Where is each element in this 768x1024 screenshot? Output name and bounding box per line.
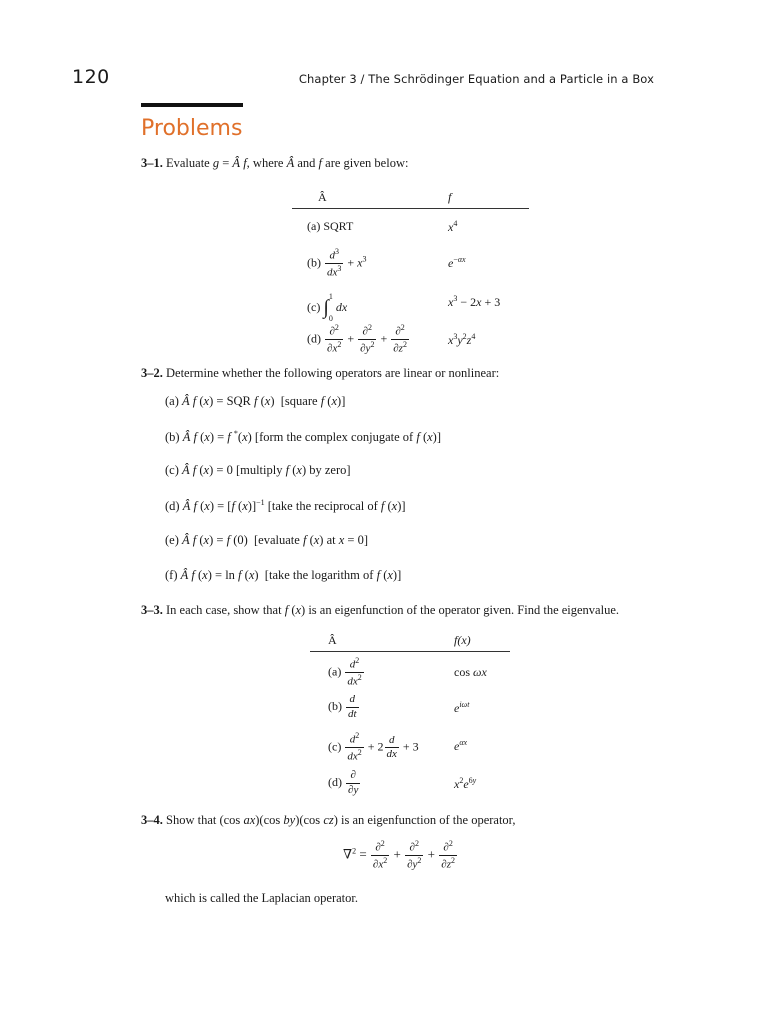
problem-number: 3–1. [141, 156, 163, 170]
problem-3-2-item-e: (e) Â f (x) = f (0) [evaluate f (x) at x = 0] [165, 533, 369, 547]
problem-3-2-item-d: (d) Â f (x) = [f (x)]$^{-1}$ [take the reciprocal of f (x)] [165, 498, 406, 514]
table1-row-d-op: (d) $\frac{\partial^2}{\partial x^2}$ + $\frac{\partial^2}{\partial y^2}$ + $\frac{\partial^2}{\partial z^2}$ [307, 323, 407, 355]
problem-3-2-statement [141, 366, 499, 381]
problem-number: 3–2. [141, 366, 163, 380]
table1-row-a-f: $x^4$ [448, 219, 458, 234]
laplacian-equation: ∇$^2$ = $\frac{\partial^2}{\partial x^2}$ + $\frac{\partial^2}{\partial y^2}$ + $\frac{\partial^2}{\partial z^2}$ [343, 839, 455, 871]
problem-3-4-statement: 3–4. Show that (cos ax)(cos by)(cos cz) is an eigenfunction of the operator, [141, 813, 516, 827]
table2-row-d-f: $x^2e^{6y}$ [454, 776, 477, 791]
table1-row-a-op: (a) SQRT [307, 219, 354, 233]
problem-number: 3–4. [141, 813, 163, 827]
table1-row-d-f: $x^3y^2z^4$ [448, 332, 476, 347]
page-number: 120 [72, 66, 110, 88]
table2-row-a-f: cos ωx [454, 665, 487, 679]
table1-row-c-op: (c) ∫1 0dx [307, 292, 348, 323]
problem-3-2-item-b: (b) Â f (x) = f *(x) [form the complex conjugate of f (x)] [165, 429, 441, 445]
section-title: Problems [141, 116, 243, 141]
table1-row-b-op: (b) $\frac{d^3}{dx^3}$ + $x^3$ [307, 247, 367, 279]
table1-rule [292, 208, 529, 209]
table2-row-b-op: (b) $\frac{d}{dt}$ [328, 693, 357, 720]
table2-rule [310, 651, 510, 652]
table1-row-c-f: $x^3 - 2x + 3$ [448, 294, 501, 309]
problem-number: 3–3. [141, 603, 163, 617]
table2-header-f: f(x) [454, 633, 471, 647]
table1-header-f: f [448, 190, 452, 204]
table1-header-op: Â [318, 190, 327, 204]
table2-row-a-op: (a) $\frac{d^2}{dx^2}$ [328, 656, 362, 688]
problem-3-2-text: Determine whether the following operators are linear or nonlinear: [166, 366, 500, 380]
problem-3-1-statement: 3–1. Evaluate g = Â f, where Â and f are given below: [141, 156, 409, 170]
problem-3-2-item-c: (c) Â f (x) = 0 [multiply f (x) by zero] [165, 463, 351, 477]
table2-row-b-f: $e^{i\omega t}$ [454, 700, 470, 715]
problem-3-2-item-f: (f) Â f (x) = ln f (x) [take the logarithm of f (x)] [165, 568, 402, 582]
table2-header-op: Â [328, 633, 337, 647]
section-rule [141, 103, 243, 107]
table2-row-c-op: (c) $\frac{d^2}{dx^2}$ + 2 $\frac{d}{dx}$ + 3 [328, 731, 419, 763]
problem-3-2-item-a: (a) Â f (x) = SQR f (x) [square f (x)] [165, 394, 346, 408]
table1-row-b-f: $e^{-\alpha x}$ [448, 255, 466, 270]
table2-row-d-op: (d) $\frac{\partial}{\partial y}$ [328, 769, 359, 796]
table2-row-c-f: $e^{\alpha x}$ [454, 738, 468, 753]
problem-3-3-statement: 3–3. In each case, show that f (x) is an eigenfunction of the operator given. Find the eigenvalue. [141, 603, 620, 617]
running-head: Chapter 3 / The Schrödinger Equation and a Particle in a Box [298, 72, 654, 86]
problem-3-4-trailer: which is called the Laplacian operator. [165, 891, 358, 905]
